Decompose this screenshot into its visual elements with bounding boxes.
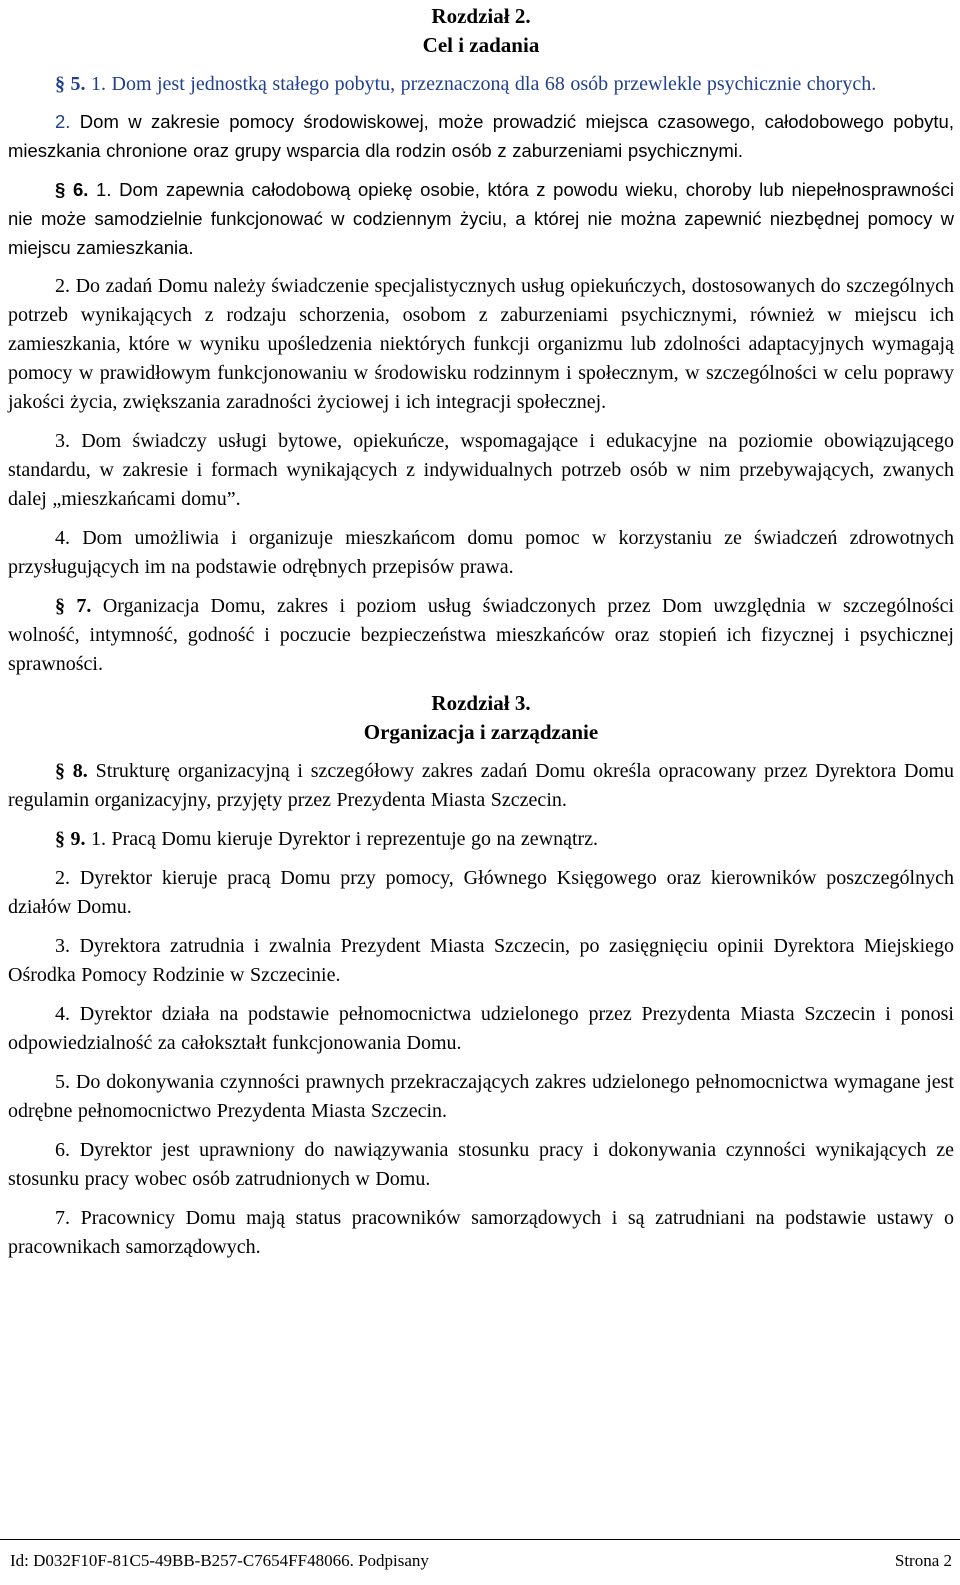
section-5-paragraph-2 bbox=[8, 107, 954, 165]
section-9-paragraph-6: 6. Dyrektor jest uprawniony do nawiązywania stosunku pracy i dokonywania czynności wynikających ze stosunku pracy wobec osób zatrudnionych w Domu. bbox=[8, 1139, 954, 1190]
section-6-paragraph-4: 4. Dom umożliwia i organizuje mieszkańcom domu pomoc w korzystaniu ze świadczeń zdrowotnych przysługujących im na podstawie odrębnych przepisów prawa. bbox=[8, 527, 954, 578]
document-id: Id: D032F10F-81C5-49BB-B257-C7654FF48066. Podpisany bbox=[10, 1551, 429, 1570]
section-6-paragraph-1 bbox=[8, 175, 954, 262]
section-8-sign: § 8. bbox=[55, 760, 88, 782]
chapter-3-title: Organizacja i zarządzanie bbox=[363, 720, 599, 744]
section-5-p2-text: Dom w zakresie pomocy środowiskowej, może prowadzić miejsca czasowego, całodobowego pobytu, mieszkania chronione oraz grupy wsparcia dla rodzin osób z zaburzeniami psychicznymi. bbox=[8, 111, 954, 161]
section-5-paragraph-1 bbox=[8, 70, 954, 99]
chapter-2-title: Cel i zadania bbox=[422, 33, 540, 57]
chapter-3-number: Rozdział 3. bbox=[431, 691, 531, 715]
section-9-paragraph-2: 2. Dyrektor kieruje pracą Domu przy pomocy, Głównego Księgowego oraz kierowników poszczególnych działów Domu. bbox=[8, 867, 954, 918]
page-number: Strona 2 bbox=[894, 1551, 952, 1570]
section-7 bbox=[8, 592, 954, 679]
section-5-p1-text: 1. Dom jest jednostką stałego pobytu, przeznaczoną dla 68 osób przewlekle psychicznie chorych. bbox=[85, 73, 877, 95]
section-6-paragraph-2: 2. Do zadań Domu należy świadczenie specjalistycznych usług opiekuńczych, dostosowanych do szczególnych potrzeb wynikających z rodzaju schorzenia, osobom z zaburzeniami psychicznymi, również w miejscu ich zamieszkania, które w wyniku upośledzenia niektórych funkcji organizmu lub zdolności adaptacyjnych wymagają pomocy w prawidłowym funkcjonowaniu w środowisku rodzinnym i społecznym, w szczególności w celu poprawy jakości życia, zwiększania zaradności życiowej i ich integracji społecznej. bbox=[8, 275, 954, 413]
section-9-paragraph-7: 7. Pracownicy Domu mają status pracowników samorządowych i są zatrudniani na podstawie ustawy o pracownikach samorządowych. bbox=[8, 1207, 954, 1258]
footer-rule bbox=[0, 1539, 960, 1540]
section-9-paragraph-3: 3. Dyrektora zatrudnia i zwalnia Prezydent Miasta Szczecin, po zasięgnięciu opinii Dyrektora Miejskiego Ośrodka Pomocy Rodzinie w Szczecinie. bbox=[8, 935, 954, 986]
section-7-text: Organizacja Domu, zakres i poziom usług świadczonych przez Dom uwzględnia w szczególności wolność, intymność, godność i poczucie bezpieczeństwa mieszkańców oraz stopień ich fizycznej i psychicznej sprawności. bbox=[8, 595, 955, 675]
chapter-2-number: Rozdział 2. bbox=[431, 4, 531, 28]
section-5-p2-number: 2. bbox=[55, 111, 71, 132]
section-8-text: Strukturę organizacyjną i szczegółowy zakres zadań Domu określa opracowany przez Dyrektora Domu regulamin organizacyjny, przyjęty przez Prezydenta Miasta Szczecin. bbox=[8, 760, 954, 811]
section-6-paragraph-3: 3. Dom świadczy usługi bytowe, opiekuńcze, wspomagające i edukacyjne na poziomie obowiązującego standardu, w zakresie i formach wynikających z indywidualnych potrzeb osób w nim przebywających, zwanych dalej „mieszkańcami domu”. bbox=[8, 430, 954, 510]
section-6-p1-text: 1. Dom zapewnia całodobową opiekę osobie, która z powodu wieku, choroby lub niepełnosprawności nie może samodzielnie funkcjonować w codziennym życiu, a której nie można zapewnić niezbędnej pomocy w miejscu zamieszkania. bbox=[8, 179, 955, 258]
section-8 bbox=[8, 757, 954, 815]
section-5-sign: § 5. bbox=[55, 73, 86, 95]
section-9-sign: § 9. bbox=[55, 828, 86, 850]
section-9-paragraph-4: 4. Dyrektor działa na podstawie pełnomocnictwa udzielonego przez Prezydenta Miasta Szczecin i ponosi odpowiedzialność za całokształt funkcjonowania Domu. bbox=[8, 1003, 954, 1054]
section-9-p1-text: 1. Pracą Domu kieruje Dyrektor i reprezentuje go na zewnątrz. bbox=[85, 828, 599, 850]
page-footer bbox=[0, 1539, 960, 1585]
section-9-paragraph-1 bbox=[8, 825, 954, 854]
section-7-sign: § 7. bbox=[55, 595, 92, 617]
section-6-sign: § 6. bbox=[55, 179, 89, 200]
section-9-paragraph-5: 5. Do dokonywania czynności prawnych przekraczających zakres udzielonego pełnomocnictwa wymagane jest odrębne pełnomocnictwo Prezydenta Miasta Szczecin. bbox=[8, 1071, 954, 1122]
